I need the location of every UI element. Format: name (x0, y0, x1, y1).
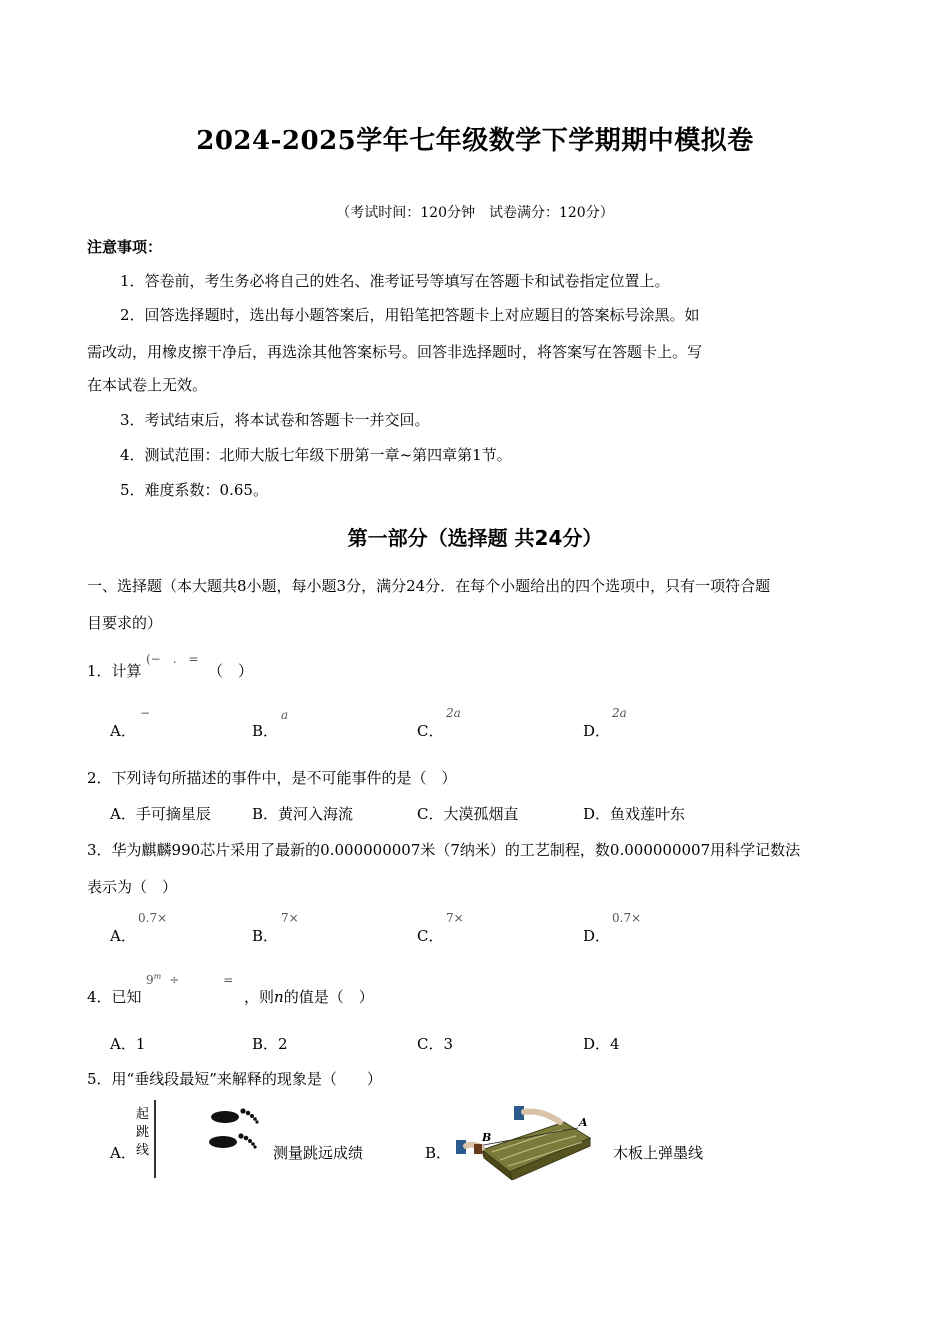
q1-option-d-math: 2a (612, 706, 627, 720)
q4-option-a (110, 1033, 145, 1054)
q5-option-a-label: A． (110, 1144, 136, 1162)
q4-ask: 的值是（ ） (283, 988, 374, 1006)
question-2-stem: 2．下列诗句所描述的事件中，是不可能事件的是（ ） (87, 769, 457, 787)
takeoff-line-label: 起跳线 (136, 1107, 150, 1158)
q3-option-d-math: 0.7× (612, 911, 642, 925)
q3-option-b-math: 7× (281, 911, 299, 925)
q1-option-a-math: − (140, 706, 151, 720)
q2-option-c (417, 803, 519, 824)
q2-option-d (583, 803, 685, 824)
q4-divide: ÷ (169, 973, 180, 987)
q4-option-c-text: 3 (443, 1035, 454, 1053)
q5-option-b-label: B． (425, 1144, 452, 1162)
question-1-expression: (− . = (146, 652, 199, 666)
q4-base: 9 (146, 973, 154, 987)
q2-option-c-text: 大漠孤烟直 (443, 805, 519, 823)
notice-item-2-cont: 需改动，用橡皮擦干净后，再选涂其他答案标号。回答非选择题时，将答案写在答题卡上。写 (87, 343, 703, 361)
question-4-stem: 4．已知 (87, 988, 142, 1006)
section-intro-cont: 目要求的） (87, 614, 163, 632)
q2-option-d-label: D． (583, 805, 611, 823)
q1-option-b-math: a (281, 708, 289, 722)
q3-option-c-math: 7× (446, 911, 464, 925)
question-5-stem: 5．用“垂线段最短”来解释的现象是（ ） (87, 1070, 382, 1088)
q2-option-c-label: C． (417, 805, 444, 823)
q2-option-a-label: A． (110, 805, 136, 823)
q5-option-b-caption: 木板上弹墨线 (613, 1144, 704, 1162)
question-4-expression (146, 972, 233, 987)
q3-option-b-label: B． (252, 927, 279, 945)
q4-option-b (252, 1033, 288, 1054)
notice-item-1: 1．答卷前，考生务必将自己的姓名、准考证号等填写在答题卡和试卷指定位置上。 (120, 272, 670, 290)
takeoff-line (154, 1100, 156, 1178)
point-b-label: B (482, 1131, 492, 1144)
footprints-icon (205, 1102, 265, 1158)
q2-option-a-text: 手可摘星辰 (135, 805, 211, 823)
wood-board-illustration (452, 1102, 602, 1180)
q4-option-d-label: D． (583, 1035, 611, 1053)
q4-option-a-label: A． (110, 1035, 136, 1053)
q1-option-c-math: 2a (446, 706, 461, 720)
q4-then: ，则 (244, 988, 275, 1006)
q4-option-c-label: C． (417, 1035, 444, 1053)
page-title: 2024-2025学年七年级数学下学期期中模拟卷 (196, 126, 754, 156)
q5-option-a-caption: 测量跳远成绩 (273, 1144, 364, 1162)
notice-item-3: 3．考试结束后，将本试卷和答题卡一并交回。 (120, 411, 430, 429)
notice-item-4: 4．测试范围：北师大版七年级下册第一章~第四章第1节。 (120, 446, 512, 464)
q2-option-b-label: B． (252, 805, 279, 823)
question-4-stem-cont (244, 986, 374, 1007)
q3-option-a-label: A． (110, 927, 136, 945)
q4-option-b-label: B． (252, 1035, 279, 1053)
notice-item-2-end: 在本试卷上无效。 (87, 376, 208, 394)
question-1-stem: 1．计算 (87, 662, 142, 680)
q2-option-b-text: 黄河入海流 (278, 805, 354, 823)
q1-option-d-label: D． (583, 722, 611, 740)
point-a-label: A (579, 1116, 588, 1129)
q4-exponent: m (153, 972, 162, 981)
q4-equals: = (223, 973, 234, 987)
question-1-paren: （ ） (208, 662, 254, 680)
q3-option-a-math: 0.7× (138, 911, 168, 925)
question-3-stem-cont: 表示为（ ） (87, 878, 178, 896)
question-3-stem: 3．华为麒麟990芯片采用了最新的0.000000007米（7纳米）的工艺制程，数0.000000007用科学记数法 (87, 841, 801, 859)
q2-option-d-text: 鱼戏莲叶东 (610, 805, 686, 823)
q3-option-c-label: C． (417, 927, 444, 945)
notice-item-5: 5．难度系数：0.65。 (120, 481, 268, 499)
section-intro: 一、选择题（本大题共8小题，每小题3分，满分24分．在每个小题给出的四个选项中，只有一项符合题 (87, 577, 771, 595)
q4-variable: n (274, 988, 284, 1006)
exam-info: （考试时间：120分钟 试卷满分：120分） (336, 205, 614, 221)
q2-option-a (110, 803, 211, 824)
q4-option-c (417, 1033, 453, 1054)
q1-option-c-label: C． (417, 722, 444, 740)
q1-option-a-label: A． (110, 722, 136, 740)
q3-option-d-label: D． (583, 927, 611, 945)
q4-option-b-text: 2 (278, 1035, 288, 1053)
section-title: 第一部分（选择题 共24分） (347, 526, 603, 550)
q1-option-b-label: B． (252, 722, 279, 740)
notice-item-2: 2．回答选择题时，选出每小题答案后，用铅笔把答题卡上对应题目的答案标号涂黑。如 (120, 306, 700, 324)
q4-option-d (583, 1033, 620, 1054)
q4-option-a-text: 1 (135, 1035, 146, 1053)
notice-heading: 注意事项： (87, 238, 163, 256)
q2-option-b (252, 803, 353, 824)
q4-option-d-text: 4 (610, 1035, 620, 1053)
